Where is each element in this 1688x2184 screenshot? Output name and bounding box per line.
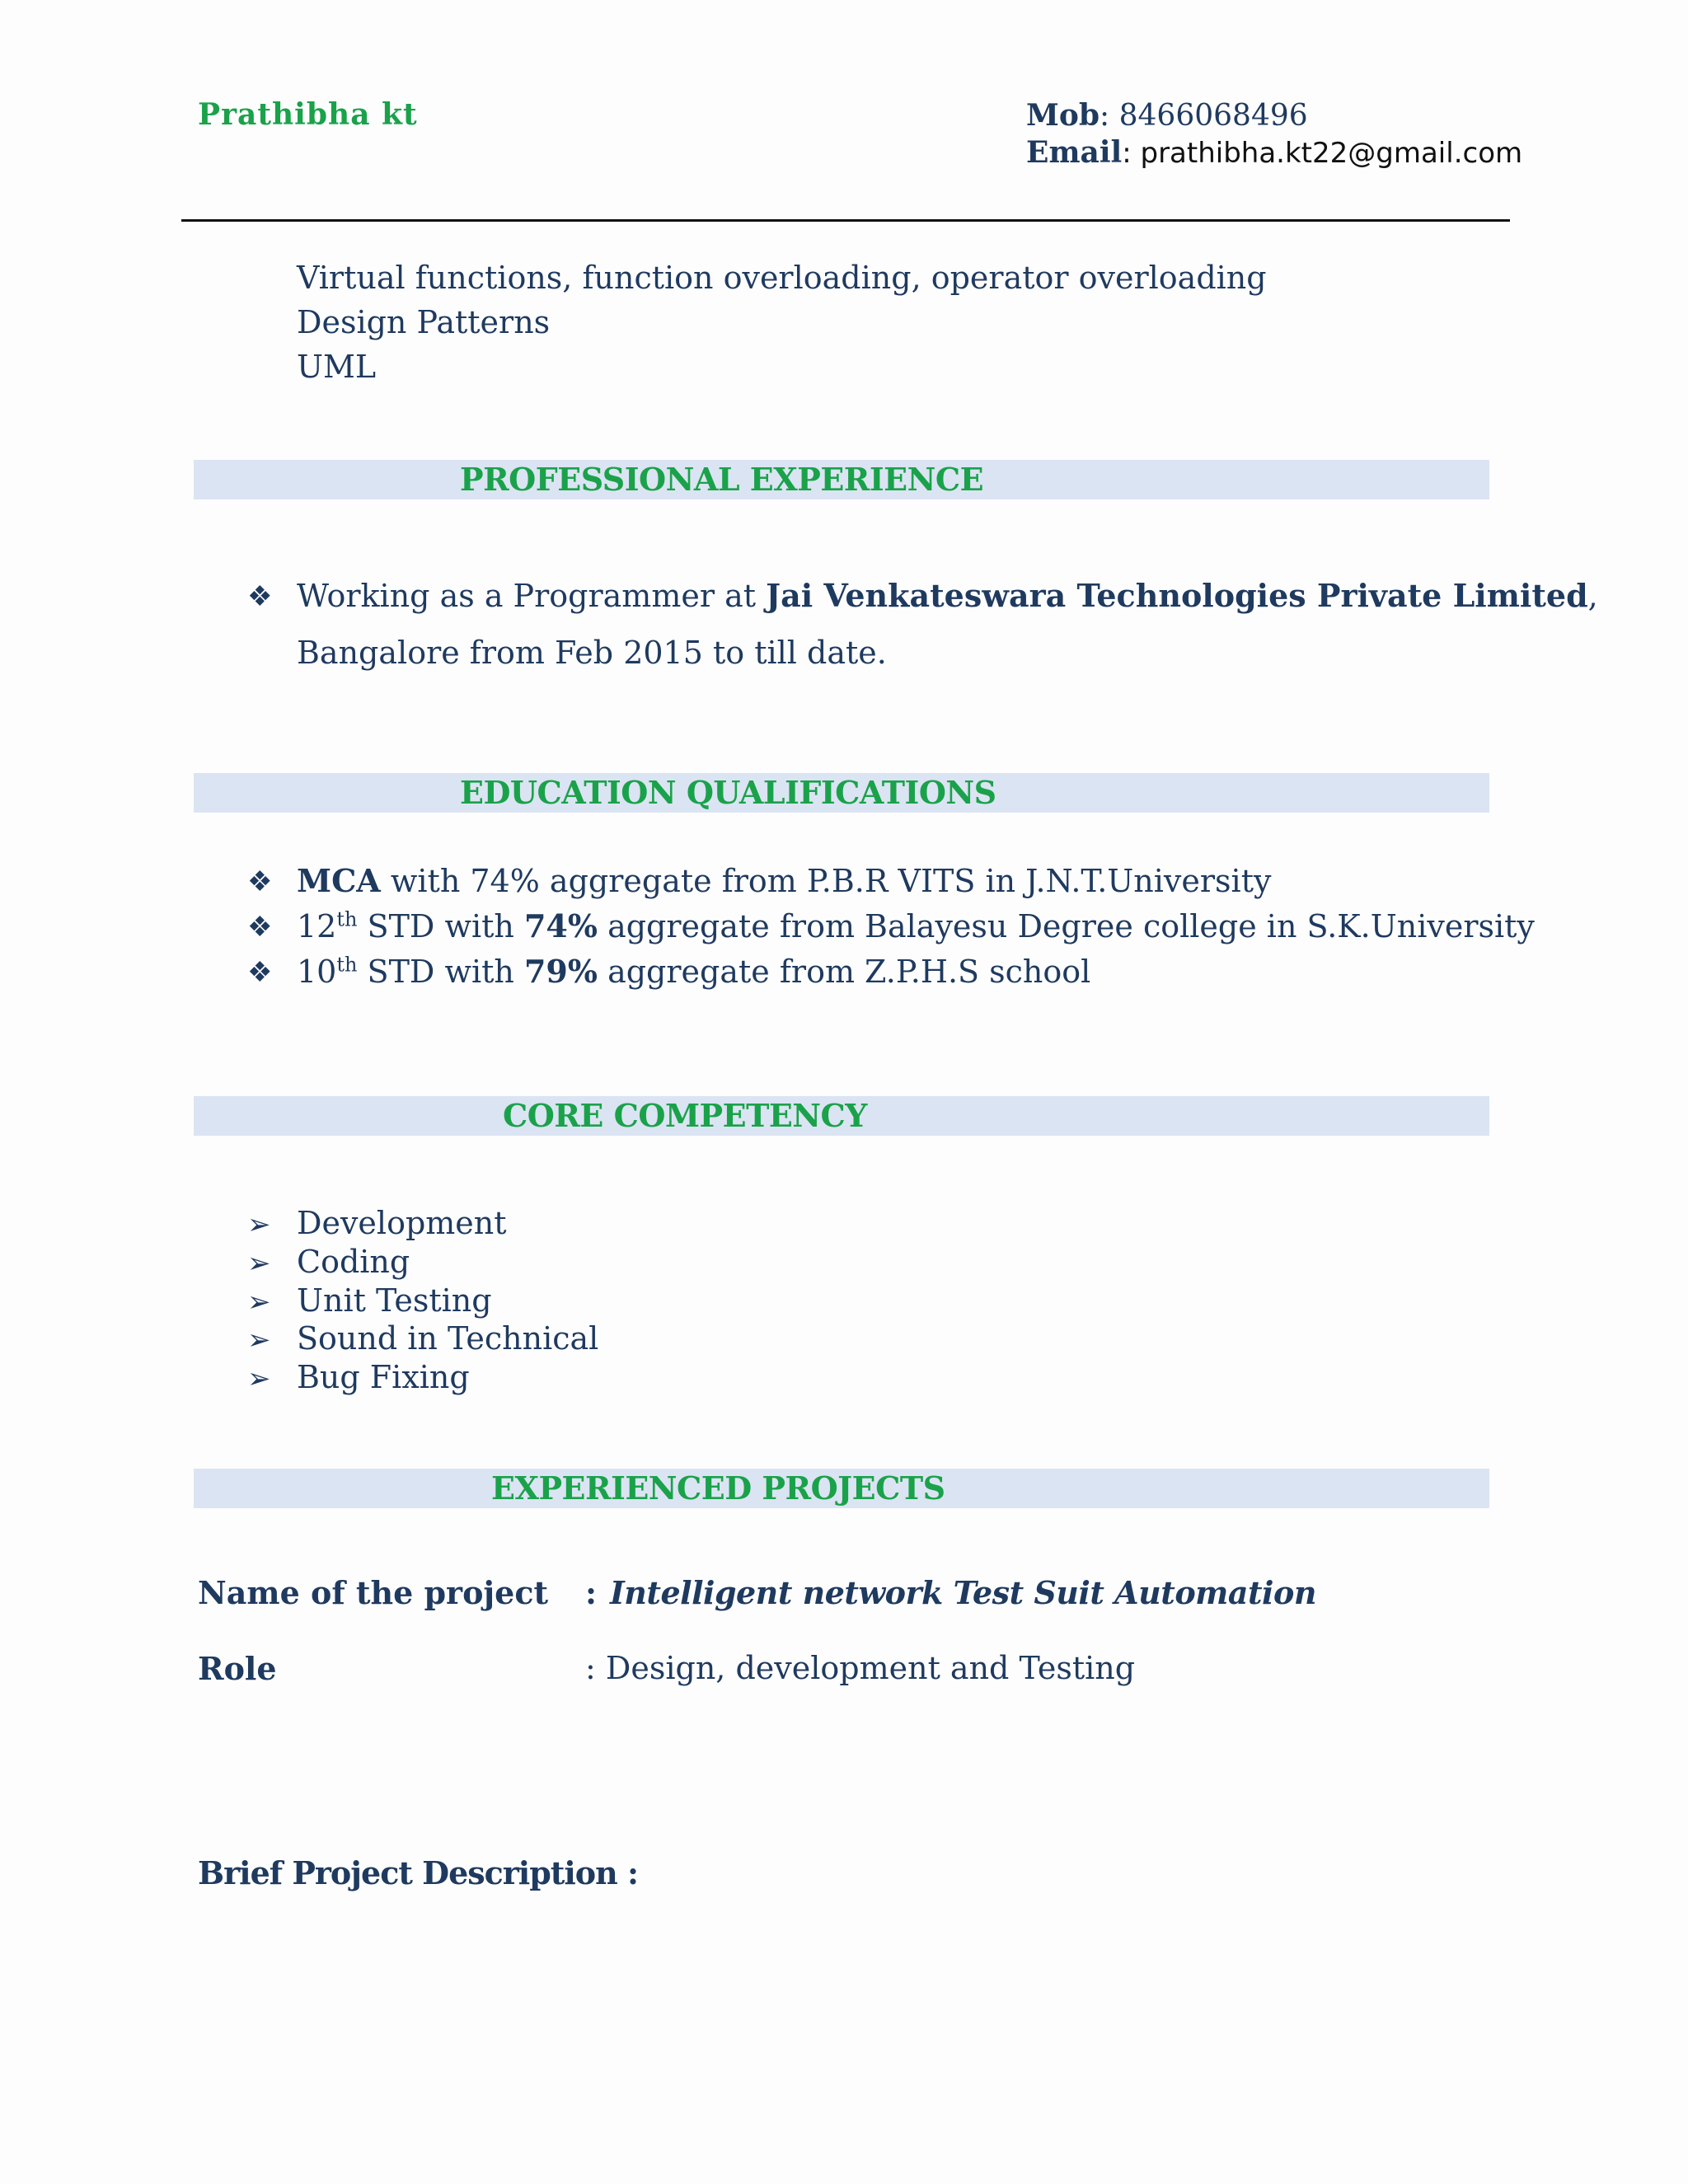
competency-item: Coding bbox=[297, 1244, 410, 1280]
section-band-competency bbox=[194, 1096, 1489, 1136]
section-band-experience bbox=[194, 460, 1489, 499]
candidate-name: Prathibha kt bbox=[198, 97, 418, 132]
education-item bbox=[297, 862, 1271, 899]
arrow-bullet-icon: ➢ bbox=[247, 1247, 271, 1280]
education-degree: MCA bbox=[297, 862, 381, 899]
section-title-projects: EXPERIENCED PROJECTS bbox=[491, 1469, 945, 1507]
arrow-bullet-icon: ➢ bbox=[247, 1362, 271, 1395]
experience-line-2: Bangalore from Feb 2015 to till date. bbox=[297, 635, 887, 671]
experience-prefix: Working as a Programmer at bbox=[297, 578, 767, 614]
section-title-education: EDUCATION QUALIFICATIONS bbox=[460, 774, 996, 811]
education-detail: aggregate from Balayesu Degree college in S.K.University bbox=[597, 908, 1535, 944]
diamond-bullet-icon: ❖ bbox=[247, 865, 273, 898]
competency-item: Unit Testing bbox=[297, 1282, 492, 1319]
project-name-value: Intelligent network Test Suit Automation bbox=[610, 1574, 1316, 1611]
mobile-line bbox=[1026, 97, 1522, 134]
experience-line-1 bbox=[297, 577, 1598, 614]
contact-block bbox=[1026, 97, 1522, 171]
project-brief-label: Brief Project Description : bbox=[198, 1854, 639, 1891]
email-line bbox=[1026, 134, 1522, 171]
header-rule bbox=[181, 219, 1510, 222]
education-percent: 74% bbox=[523, 907, 598, 944]
education-item bbox=[297, 953, 1090, 990]
education-percent: 79% bbox=[523, 953, 598, 990]
experience-suffix: , bbox=[1587, 578, 1598, 614]
skill-item: UML bbox=[297, 349, 377, 385]
education-grade: 12 bbox=[297, 908, 337, 944]
section-title-experience: PROFESSIONAL EXPERIENCE bbox=[460, 461, 984, 498]
mobile-value: : 8466068496 bbox=[1100, 99, 1308, 133]
arrow-bullet-icon: ➢ bbox=[247, 1208, 271, 1241]
experience-company: Jai Venkateswara Technologies Private Limited bbox=[766, 577, 1588, 614]
section-title-competency: CORE COMPETENCY bbox=[503, 1097, 867, 1134]
education-grade-suffix: th bbox=[336, 953, 358, 977]
competency-item: Sound in Technical bbox=[297, 1320, 599, 1357]
education-item bbox=[297, 907, 1535, 944]
education-detail: aggregate from Z.P.H.S school bbox=[597, 954, 1091, 990]
section-band-education bbox=[194, 773, 1489, 813]
project-name-label: Name of the project bbox=[198, 1574, 549, 1611]
diamond-bullet-icon: ❖ bbox=[247, 956, 273, 989]
education-grade-suffix: th bbox=[336, 907, 358, 931]
section-band-projects bbox=[194, 1469, 1489, 1508]
mobile-label: Mob bbox=[1026, 98, 1100, 133]
skill-item: Virtual functions, function overloading, operator overloading bbox=[297, 260, 1267, 296]
skill-item: Design Patterns bbox=[297, 304, 551, 340]
email-value: : prathibha.kt22@gmail.com bbox=[1122, 137, 1523, 170]
project-role-label: Role bbox=[198, 1650, 277, 1687]
education-pre: STD with bbox=[357, 954, 524, 990]
diamond-bullet-icon: ❖ bbox=[247, 911, 273, 944]
email-label: Email bbox=[1026, 135, 1123, 170]
project-role-value: : Design, development and Testing bbox=[585, 1650, 1136, 1686]
arrow-bullet-icon: ➢ bbox=[247, 1286, 271, 1319]
education-detail: with 74% aggregate from P.B.R VITS in J.N.T.University bbox=[380, 863, 1272, 899]
skills-list bbox=[297, 255, 1267, 389]
competency-item: Development bbox=[297, 1205, 507, 1241]
diamond-bullet-icon: ❖ bbox=[247, 580, 273, 613]
competency-item: Bug Fixing bbox=[297, 1359, 470, 1395]
education-pre: STD with bbox=[357, 908, 524, 944]
education-grade: 10 bbox=[297, 954, 337, 990]
arrow-bullet-icon: ➢ bbox=[247, 1324, 271, 1357]
project-name-colon: : bbox=[585, 1574, 598, 1611]
